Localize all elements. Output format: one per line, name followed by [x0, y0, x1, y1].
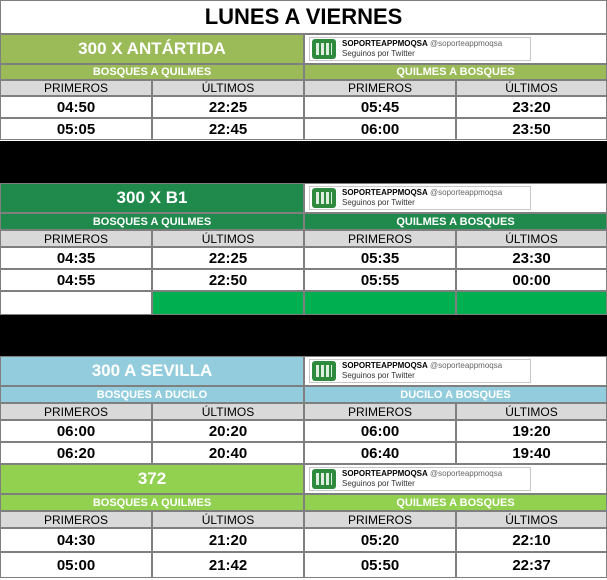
twitter-handle: @soporteappmoqsa: [430, 188, 503, 197]
direction-left: BOSQUES A QUILMES: [0, 494, 304, 511]
table-row: [0, 552, 607, 578]
label-last: ÚLTIMOS: [152, 80, 304, 96]
time-cell: 23:50: [456, 118, 607, 140]
direction-right: QUILMES A BOSQUES: [304, 64, 607, 80]
time-cell: 22:25: [152, 247, 304, 269]
separator-bar: [0, 141, 607, 183]
label-last: ÚLTIMOS: [456, 511, 607, 528]
label-last: ÚLTIMOS: [152, 230, 304, 247]
direction-left: BOSQUES A QUILMES: [0, 213, 304, 230]
twitter-name: SOPORTEAPPMOQSA: [342, 188, 428, 197]
twitter-handle: @soporteappmoqsa: [430, 39, 503, 48]
table-row: [0, 420, 607, 442]
accent-row: [0, 291, 607, 315]
twitter-subtitle: Seguinos por Twitter: [342, 49, 415, 58]
twitter-subtitle: Seguinos por Twitter: [342, 479, 415, 488]
section-300-antartida-header: [0, 34, 607, 64]
time-cell: 21:42: [152, 552, 304, 578]
time-cell: 19:20: [456, 420, 607, 442]
accent-cell: [152, 291, 304, 315]
time-cell: 05:05: [0, 118, 152, 140]
label-first: PRIMEROS: [0, 230, 152, 247]
time-cell: 20:20: [152, 420, 304, 442]
time-cell: 23:30: [456, 247, 607, 269]
empty-cell: [0, 291, 152, 315]
label-last: ÚLTIMOS: [456, 80, 607, 96]
twitter-handle: @soporteappmoqsa: [430, 469, 503, 478]
twitter-card[interactable]: [309, 37, 531, 61]
time-cell: 22:50: [152, 269, 304, 291]
twitter-banner: [304, 464, 607, 494]
twitter-card[interactable]: [309, 467, 531, 491]
time-cell: 00:00: [456, 269, 607, 291]
table-row: [0, 96, 607, 118]
label-first: PRIMEROS: [304, 511, 456, 528]
label-first: PRIMEROS: [304, 403, 456, 420]
route-title: 300 A SEVILLA: [0, 356, 304, 386]
time-cell: 04:50: [0, 96, 152, 118]
direction-left: BOSQUES A DUCILO: [0, 386, 304, 403]
app-logo-icon: [312, 188, 336, 208]
app-logo-icon: [312, 361, 336, 381]
label-last: ÚLTIMOS: [456, 403, 607, 420]
time-cell: 06:00: [304, 420, 456, 442]
section-372-header: [0, 464, 607, 494]
time-cell: 22:37: [456, 552, 607, 578]
twitter-subtitle: Seguinos por Twitter: [342, 371, 415, 380]
time-cell: 20:40: [152, 442, 304, 464]
time-cell: 19:40: [456, 442, 607, 464]
label-last: ÚLTIMOS: [152, 511, 304, 528]
table-row: [0, 118, 607, 140]
time-cell: 05:45: [304, 96, 456, 118]
twitter-name: SOPORTEAPPMOQSA: [342, 361, 428, 370]
direction-right: QUILMES A BOSQUES: [304, 213, 607, 230]
time-cell: 22:25: [152, 96, 304, 118]
direction-right: QUILMES A BOSQUES: [304, 494, 607, 511]
twitter-card[interactable]: [309, 186, 531, 210]
twitter-banner: [304, 356, 607, 386]
accent-cell: [456, 291, 607, 315]
twitter-banner: [304, 34, 607, 64]
section-300-sevilla-header: [0, 356, 607, 386]
twitter-handle: @soporteappmoqsa: [430, 361, 503, 370]
time-cell: 04:55: [0, 269, 152, 291]
time-cell: 22:45: [152, 118, 304, 140]
label-first: PRIMEROS: [304, 230, 456, 247]
label-last: ÚLTIMOS: [152, 403, 304, 420]
time-cell: 22:10: [456, 528, 607, 552]
time-cell: 05:50: [304, 552, 456, 578]
direction-left: BOSQUES A QUILMES: [0, 64, 304, 80]
twitter-card[interactable]: [309, 359, 531, 383]
time-cell: 05:55: [304, 269, 456, 291]
time-cell: 06:20: [0, 442, 152, 464]
twitter-banner: [304, 183, 607, 213]
label-first: PRIMEROS: [0, 511, 152, 528]
time-cell: 06:00: [304, 118, 456, 140]
twitter-subtitle: Seguinos por Twitter: [342, 198, 415, 207]
twitter-name: SOPORTEAPPMOQSA: [342, 39, 428, 48]
table-row: [0, 247, 607, 269]
table-row: [0, 269, 607, 291]
label-first: PRIMEROS: [304, 80, 456, 96]
time-cell: 05:35: [304, 247, 456, 269]
twitter-name: SOPORTEAPPMOQSA: [342, 469, 428, 478]
time-cell: 05:00: [0, 552, 152, 578]
time-cell: 05:20: [304, 528, 456, 552]
accent-cell: [304, 291, 456, 315]
direction-right: DUCILO A BOSQUES: [304, 386, 607, 403]
separator-bar: [0, 315, 607, 356]
time-cell: 04:30: [0, 528, 152, 552]
label-last: ÚLTIMOS: [456, 230, 607, 247]
time-cell: 23:20: [456, 96, 607, 118]
app-logo-icon: [312, 469, 336, 489]
route-title: 300 X ANTÁRTIDA: [0, 34, 304, 64]
label-first: PRIMEROS: [0, 80, 152, 96]
table-row: [0, 442, 607, 464]
route-title: 372: [0, 464, 304, 494]
section-300-b1-header: [0, 183, 607, 213]
table-row: [0, 528, 607, 552]
time-cell: 06:00: [0, 420, 152, 442]
app-logo-icon: [312, 39, 336, 59]
page-title: LUNES A VIERNES: [0, 0, 607, 34]
label-first: PRIMEROS: [0, 403, 152, 420]
route-title: 300 X B1: [0, 183, 304, 213]
time-cell: 04:35: [0, 247, 152, 269]
time-cell: 21:20: [152, 528, 304, 552]
time-cell: 06:40: [304, 442, 456, 464]
